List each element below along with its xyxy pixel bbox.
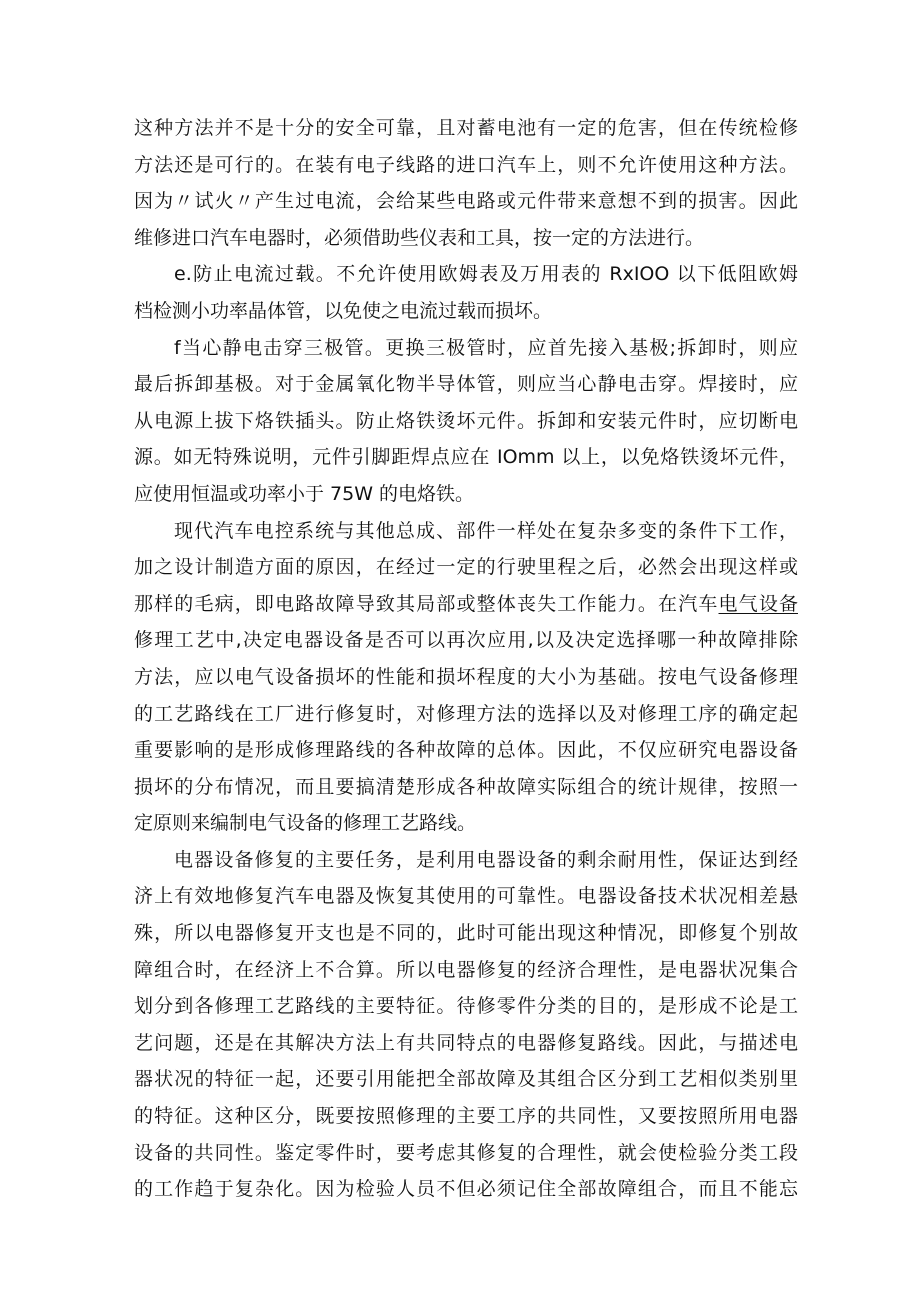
text-line: 损坏的分布情况，而且要搞清楚形成各种故障实际组合的统计规律，按照一	[134, 775, 798, 798]
text-line: 方法，应以电气设备损坏的性能和损坏程度的大小为基础。按电气设备修理	[134, 665, 798, 688]
text-fragment: 那样的毛病，即电路故障导致其局部或整体丧失工作能力。在汽车	[134, 592, 719, 615]
text-line: 设备的共同性。鉴定零件时，要考虑其修复的合理性，就会使检验分类工段	[134, 1141, 798, 1164]
text-line: 现代汽车电控系统与其他总成、部件一样处在复杂多变的条件下工作，	[174, 519, 798, 542]
underlined-term: 电气设备	[718, 592, 798, 615]
text-line: 这种方法并不是十分的安全可靠，且对蓄电池有一定的危害，但在传统检修	[134, 117, 798, 139]
text-line: 济上有效地修复汽车电器及恢复其使用的可靠性。电器设备技术状况相差悬	[134, 885, 798, 908]
text-line: 器状况的特征一起，还要引用能把全部故障及其组合区分到工艺相似类别里	[134, 1068, 798, 1091]
text-line: 殊，所以电器修复开支也是不同的，此时可能出现这种情况，即修复个别故	[134, 922, 798, 945]
text-line: f当心静电击穿三极管。更换三极管时，应首先接入基极;拆卸时，则应	[174, 336, 798, 359]
text-line: 最后拆卸基极。对于金属氧化物半导体管，则应当心静电击穿。焊接时，应	[134, 373, 798, 396]
paragraph	[134, 330, 798, 513]
text-line: 维修进口汽车电器时，必须借助些仪表和工具，按一定的方法进行。	[134, 226, 705, 249]
text-line: 因为〃试火〃产生过电流，会给某些电路或元件带来意想不到的损害。因此	[134, 190, 798, 213]
text-line: 的特征。这种区分，既要按照修理的主要工序的共同性，又要按照所用电器	[134, 1105, 798, 1128]
text-line: 档检测小功率晶体管，以免使之电流过载而损坏。	[134, 299, 553, 322]
text-line: 障组合时，在经济上不合算。所以电器修复的经济合理性，是电器状况集合	[134, 958, 798, 981]
paragraph	[134, 256, 798, 329]
paragraph	[134, 110, 798, 256]
text-line: 修理工艺中,决定电器设备是否可以再次应用,以及决定选择哪一种故障排除	[134, 629, 798, 652]
text-line: 方法还是可行的。在装有电子线路的进口汽车上，则不允许使用这种方法。	[134, 153, 798, 176]
text-line: 划分到各修理工艺路线的主要特征。待修零件分类的目的，是形成不论是工	[134, 995, 798, 1018]
text-line: 应使用恒温或功率小于 75W 的电烙铁。	[134, 482, 475, 505]
text-line: 重要影响的是形成修理路线的各种故障的总体。因此，不仅应研究电器设备	[134, 739, 798, 762]
paragraph	[134, 513, 798, 842]
text-line: 的工艺路线在工厂进行修复时，对修理方法的选择以及对修理工序的确定起	[134, 702, 798, 725]
text-line: 定原则来编制电气设备的修理工艺路线。	[134, 812, 477, 835]
text-line: 源。如无特殊说明，元件引脚距焊点应在 IOmm 以上，以免烙铁烫坏元件，	[134, 446, 798, 469]
text-line: 电器设备修复的主要任务，是利用电器设备的剩余耐用性，保证达到经	[174, 848, 798, 871]
text-line: 加之设计制造方面的原因，在经过一定的行驶里程之后，必然会出现这样或	[134, 556, 798, 579]
paragraph	[134, 842, 798, 1208]
body-text	[134, 110, 798, 1208]
text-line: 从电源上拔下烙铁插头。防止烙铁烫坏元件。拆卸和安装元件时，应切断电	[134, 409, 798, 432]
text-line: 的工作趋于复杂化。因为检验人员不但必须记住全部故障组合，而且不能忘	[134, 1178, 798, 1201]
text-line: e.防止电流过载。不允许使用欧姆表及万用表的 RxIOO 以下低阻欧姆	[174, 263, 798, 286]
text-line-with-underline	[134, 586, 798, 623]
text-line: 艺问题，还是在其解决方法上有共同特点的电器修复路线。因此，与描述电	[134, 1031, 798, 1054]
